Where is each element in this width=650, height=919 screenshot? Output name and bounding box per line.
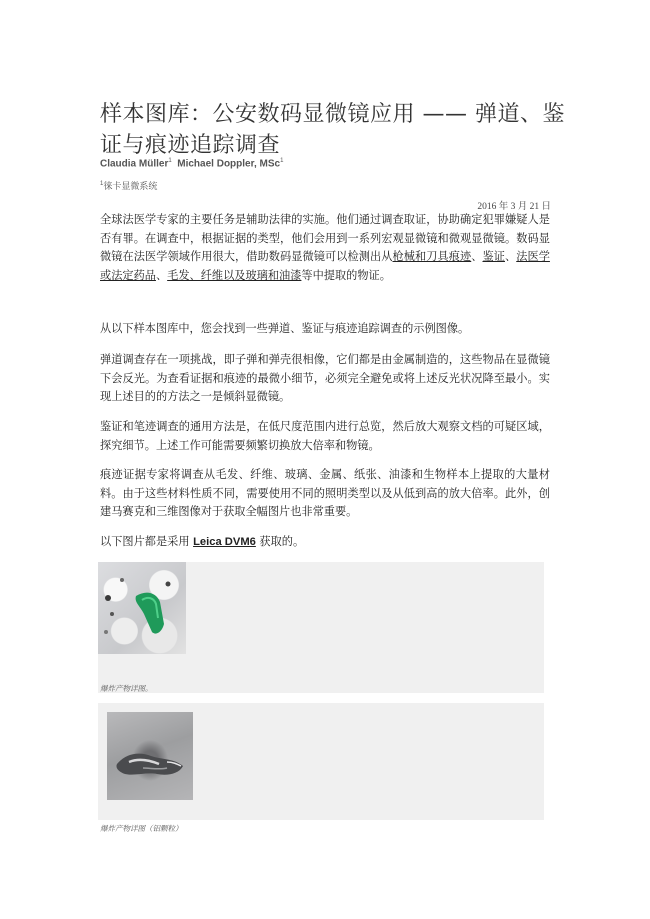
separator: 、: [504, 250, 517, 264]
figure-1-panel: [98, 562, 544, 693]
intro-text: 全球法医学专家的主要任务是辅助法律的实施。他们通过调查取证，协助确定犯罪嫌疑人是否有罪。在调查中，根据证据的类型，他们会用到一系列宏观显微镜和微观显微镜。数码显微镜在法医学领域作用很大，借助数码显微镜可以检测出从: [100, 213, 550, 264]
author-name: Claudia Müller: [100, 158, 169, 170]
page-title: 样本图库：公安数码显微镜应用 —— 弹道、鉴证与痕迹追踪调查: [100, 101, 565, 158]
intro-text-end: 等中提取的物证。: [301, 268, 391, 282]
gallery-intro-paragraph: 从以下样本图库中，您会找到一些弹道、鉴证与痕迹追踪调查的示例图像。: [100, 322, 470, 335]
link-forensics[interactable]: 鉴证: [482, 250, 505, 264]
link-hair-fiber-glass-paint[interactable]: 毛发、纤维以及玻璃和油漆: [167, 268, 302, 282]
figure-2-caption: 爆炸产物详图（铝颗粒）: [100, 824, 183, 833]
leica-dvm6-link[interactable]: Leica DVM6: [193, 536, 256, 548]
figure-2-panel: [98, 703, 544, 820]
camera-note-text: 以下图片都是采用: [100, 535, 194, 548]
trace-evidence-paragraph: 痕迹证据专家将调查从毛发、纤维、玻璃、金属、纸张、油漆和生物样本上提取的大量材料。由于这些材料性质不同，需要使用不同的照明类型以及从低到高的放大倍率。此外，创建马赛克和三维图像对于获取全幅图片也非常重要。: [100, 468, 550, 519]
green-fragment-graphic: [98, 562, 186, 654]
separator: 、: [155, 268, 168, 282]
separator: 、: [471, 250, 483, 264]
author-line: [100, 158, 283, 169]
figure-1-caption: 爆炸产物详图。: [100, 684, 153, 693]
camera-note-text-end: 获取的。: [255, 535, 305, 548]
affiliation-mark: 1: [100, 181, 104, 187]
camera-note-paragraph: [100, 533, 550, 552]
author-affiliation-mark: 1: [280, 158, 284, 164]
ballistics-paragraph: 弹道调查存在一项挑战，即子弹和弹壳很相像，它们都是由金属制造的，这些物品在显微镜下会反光。为查看证据和痕迹的最微小细节，必须完全避免或将上述反光状况降至最小。实现上述目的的方法之一是倾斜显微镜。: [100, 353, 550, 404]
explosive-residue-image[interactable]: [98, 562, 186, 654]
intro-paragraph: [100, 211, 550, 285]
affiliation: [100, 179, 157, 192]
affiliation-name: 徕卡显微系统: [103, 181, 158, 191]
author-affiliation-mark: 1: [168, 158, 172, 164]
link-forensic-drugs[interactable]: 法医学或法定药品: [100, 250, 550, 282]
author-name: Michael Doppler, MSc: [177, 158, 281, 170]
document-exam-paragraph: 鉴证和笔迹调查的通用方法是，在低尺度范围内进行总览，然后放大观察文档的可疑区域，探究细节。上述工作可能需要频繁切换放大倍率和物镜。: [100, 420, 550, 452]
publish-date: 2016 年 3 月 21 日: [477, 202, 551, 212]
aluminum-particle-graphic: [107, 712, 193, 800]
aluminum-particle-image[interactable]: [107, 712, 193, 800]
link-firearms-tool-marks[interactable]: 枪械和刀具痕迹: [392, 250, 472, 264]
